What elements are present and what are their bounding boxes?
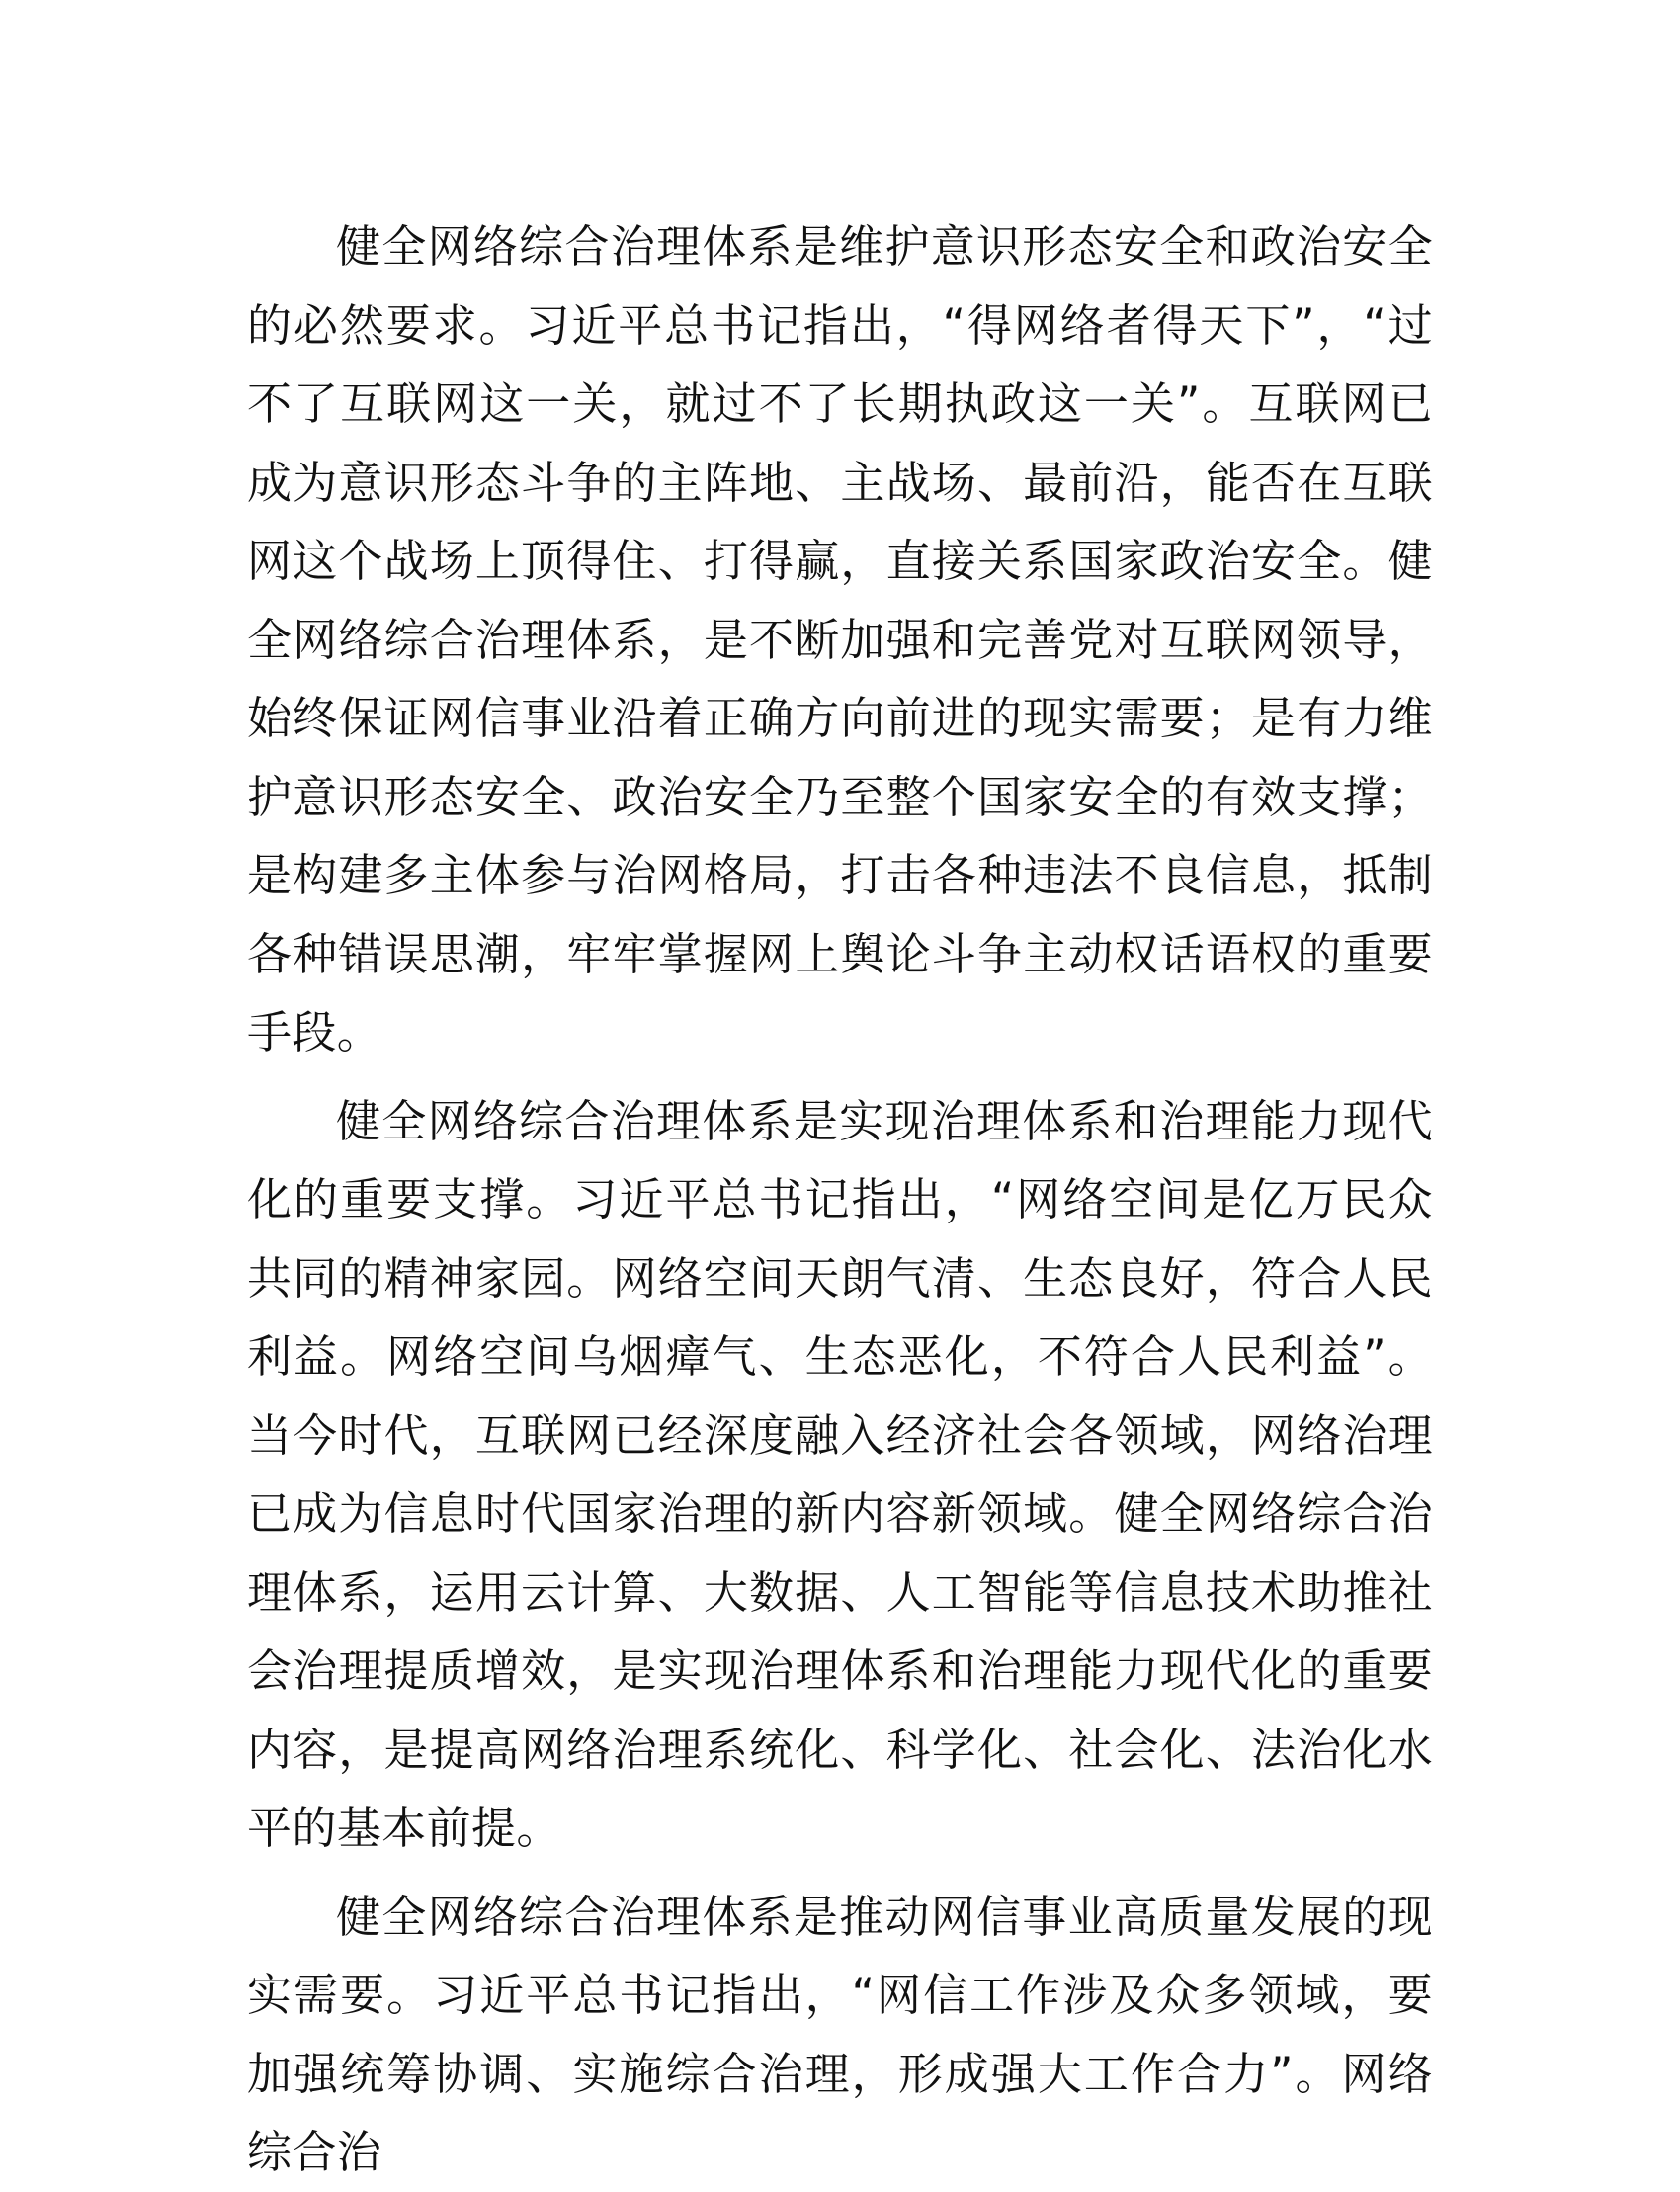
paragraph-governance-modernization: 健全网络综合治理体系是实现治理体系和治理能力现代化的重要支撑。习近平总书记指出，“网络空间是亿万民众共同的精神家园。网络空间天朗气清、生态良好，符合人民利益。网络空间乌烟瘴气、生态恶化，不符合人民利益”。当今时代，互联网已经深度融入经济社会各领域，网络治理已成为信息时代国家治理的新内容新领域。健全网络综合治理体系，运用云计算、大数据、人工智能等信息技术助推社会治理提质增效，是实现治理体系和治理能力现代化的重要内容，是提高网络治理系统化、科学化、社会化、法治化水平的基本前提。	[247, 1094, 1433, 1854]
document-body	[247, 208, 1433, 2192]
paragraph-political-security: 健全网络综合治理体系是维护意识形态安全和政治安全的必然要求。习近平总书记指出，“得网络者得天下”，“过不了互联网这一关，就过不了长期执政这一关”。互联网已成为意识形态斗争的主阵地、主战场、最前沿，能否在互联网这个战场上顶得住、打得赢，直接关系国家政治安全。健全网络综合治理体系，是不断加强和完善党对互联网领导，始终保证网信事业沿着正确方向前进的现实需要；是有力维护意识形态安全、政治安全乃至整个国家安全的有效支撑；是构建多主体参与治网格局，打击各种违法不良信息，抵制各种错误思潮，牢牢掌握网上舆论斗争主动权话语权的重要手段。	[247, 220, 1433, 1058]
paragraph-high-quality-development: 健全网络综合治理体系是推动网信事业高质量发展的现实需要。习近平总书记指出，“网信工作涉及众多领域，要加强统筹协调、实施综合治理，形成强大工作合力”。网络综合治	[247, 1890, 1433, 2178]
